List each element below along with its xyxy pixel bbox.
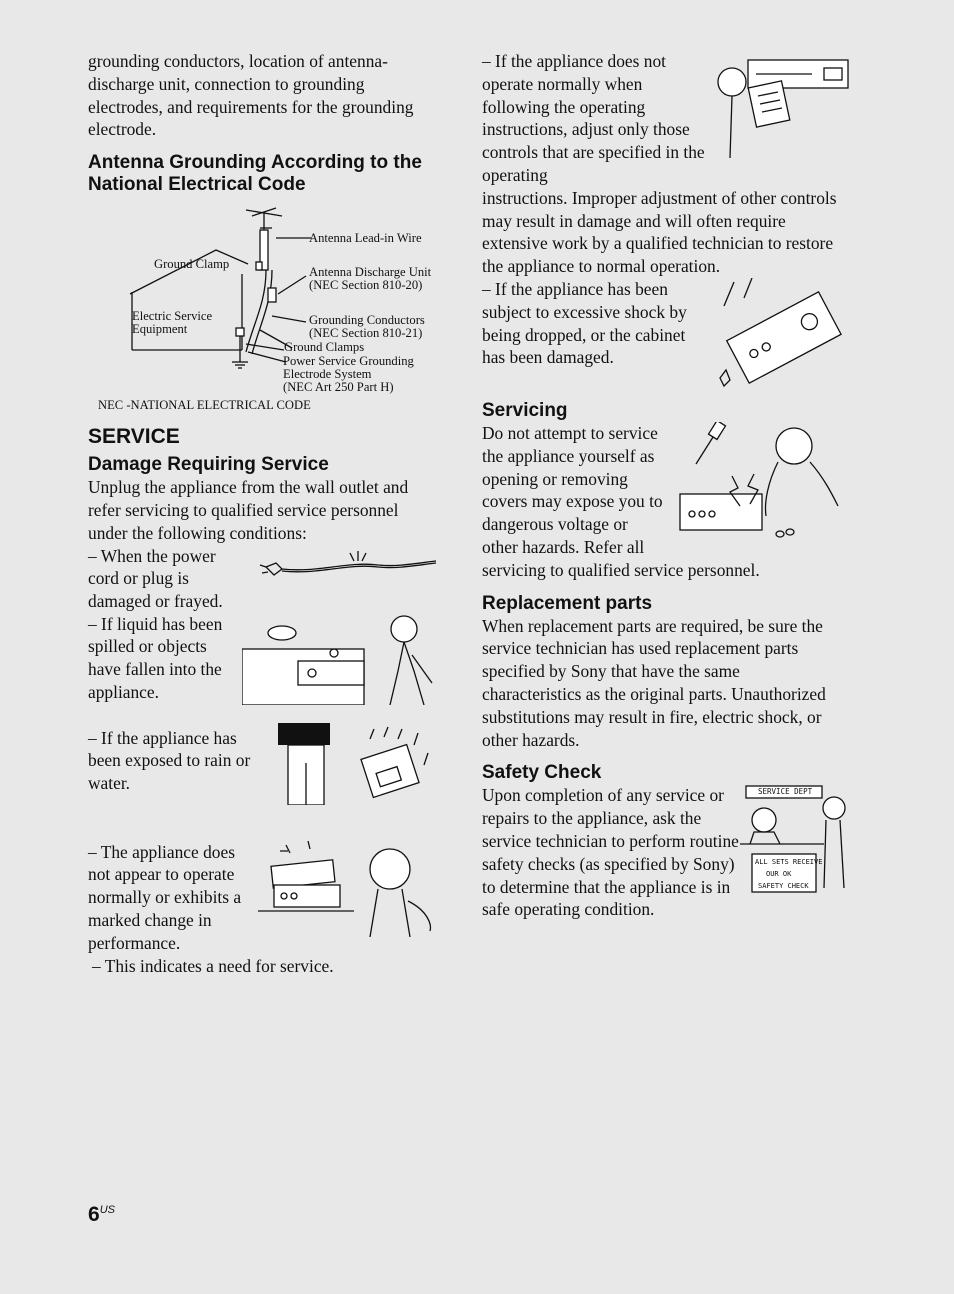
cond-operate-text-b: instructions. Improper adjustment of other controls may result in damage and will often require extensive work by a qualified technician to restore the appliance to normal operation. bbox=[482, 187, 837, 277]
sign-service-dept: SERVICE DEPT bbox=[758, 787, 813, 797]
condition-operate bbox=[482, 50, 842, 278]
nec-caption: NEC -NATIONAL ELECTRICAL CODE bbox=[98, 398, 311, 413]
servicing-heading: Servicing bbox=[482, 399, 568, 421]
dropped-appliance-illustration bbox=[704, 278, 854, 394]
liquid-spill-illustration bbox=[242, 611, 438, 705]
label-power-service-1: Power Service Grounding bbox=[283, 354, 414, 369]
safety-text: Upon completion of any service or repairs to the appliance, ask the service technician to perform routine safety checks (as specified by Sony) to determine that the appliance is in safe operating condition. bbox=[482, 785, 739, 920]
damage-intro: Unplug the appliance from the wall outlet and refer servicing to qualified service personnel under the following conditions: bbox=[88, 477, 409, 543]
cond-liquid-text: – If liquid has been spilled or objects have fallen into the appliance. bbox=[88, 613, 223, 702]
servicing-section bbox=[482, 422, 842, 582]
sign-line-2: OUR OK bbox=[766, 870, 792, 879]
sign-line-1: ALL SETS RECEIVE bbox=[755, 858, 823, 867]
label-grounding-section: (NEC Section 810-21) bbox=[309, 326, 423, 341]
safety-check-illustration bbox=[740, 784, 852, 900]
cond-perf2-text: – This indicates a need for service. bbox=[92, 955, 334, 976]
safety-heading: Safety Check bbox=[482, 762, 602, 784]
servicing-text-b: other hazards. Refer all servicing to qualified service personnel. bbox=[482, 536, 760, 580]
label-power-service-2: Electrode System bbox=[283, 367, 372, 382]
antenna-grounding-diagram bbox=[96, 202, 456, 402]
condition-performance bbox=[88, 841, 438, 978]
servicing-text-a: Do not attempt to service the appliance yourself as opening or removing covers may expose you to dangerous voltage or bbox=[482, 422, 663, 535]
antenna-heading: Antenna Grounding According to the National Electrical Code bbox=[88, 152, 422, 196]
frayed-cord-illustration bbox=[258, 549, 438, 589]
cond-rain-text: – If the appliance has been exposed to rain or water. bbox=[88, 727, 251, 794]
confused-user-illustration bbox=[258, 841, 438, 937]
adjust-controls-illustration bbox=[712, 56, 852, 160]
replacement-text: When replacement parts are required, be sure the service technician has used replacement parts specified by Sony that have the same characteristics as the original parts. Unauthorized substitutions may result in fire, electric shock, or other hazards. bbox=[482, 615, 826, 750]
page-number-suffix: US bbox=[99, 1204, 115, 1216]
rain-illustration bbox=[278, 723, 438, 805]
label-grounding-conductors: Grounding Conductors bbox=[309, 313, 425, 328]
label-power-service-3: (NEC Art 250 Part H) bbox=[283, 380, 394, 395]
cond-operate-text-a: – If the appliance does not operate normally when following the operating instructions, adjust only those controls that are specified in the operating bbox=[482, 51, 705, 185]
label-ground-clamps: Ground Clamps bbox=[284, 340, 365, 355]
service-heading: SERVICE bbox=[88, 425, 180, 449]
right-column bbox=[482, 50, 842, 921]
label-discharge-section: (NEC Section 810-20) bbox=[309, 278, 423, 293]
condition-power-cord bbox=[88, 545, 438, 613]
page-number bbox=[88, 1203, 115, 1227]
damage-heading: Damage Requiring Service bbox=[88, 454, 329, 476]
label-electric-service-1: Electric Service bbox=[132, 309, 213, 324]
condition-rain bbox=[88, 727, 438, 841]
label-electric-service-2: Equipment bbox=[132, 322, 188, 337]
left-column bbox=[88, 50, 438, 977]
condition-liquid bbox=[88, 613, 438, 727]
electric-shock-illustration bbox=[668, 422, 848, 540]
label-ground-clamp: Ground Clamp bbox=[154, 257, 230, 272]
intro-paragraph: grounding conductors, location of antenna-discharge unit, connection to grounding electrodes, and requirements for the grounding electrode. bbox=[88, 51, 414, 140]
safety-section bbox=[482, 784, 842, 921]
condition-shock bbox=[482, 278, 842, 398]
replacement-heading: Replacement parts bbox=[482, 592, 653, 614]
page-number-digit: 6 bbox=[88, 1203, 100, 1226]
label-discharge-unit: Antenna Discharge Unit bbox=[309, 265, 432, 280]
label-lead-in-wire: Antenna Lead-in Wire bbox=[309, 231, 422, 246]
sign-line-3: SAFETY CHECK bbox=[758, 882, 809, 891]
cond-power-text: – When the power cord or plug is damaged or frayed. bbox=[88, 545, 223, 612]
cond-perf-text: – The appliance does not appear to operate normally or exhibits a marked change in performance. bbox=[88, 841, 242, 953]
cond-shock-text: – If the appliance has been subject to excessive shock by being dropped, or the cabinet has been damaged. bbox=[482, 278, 687, 368]
